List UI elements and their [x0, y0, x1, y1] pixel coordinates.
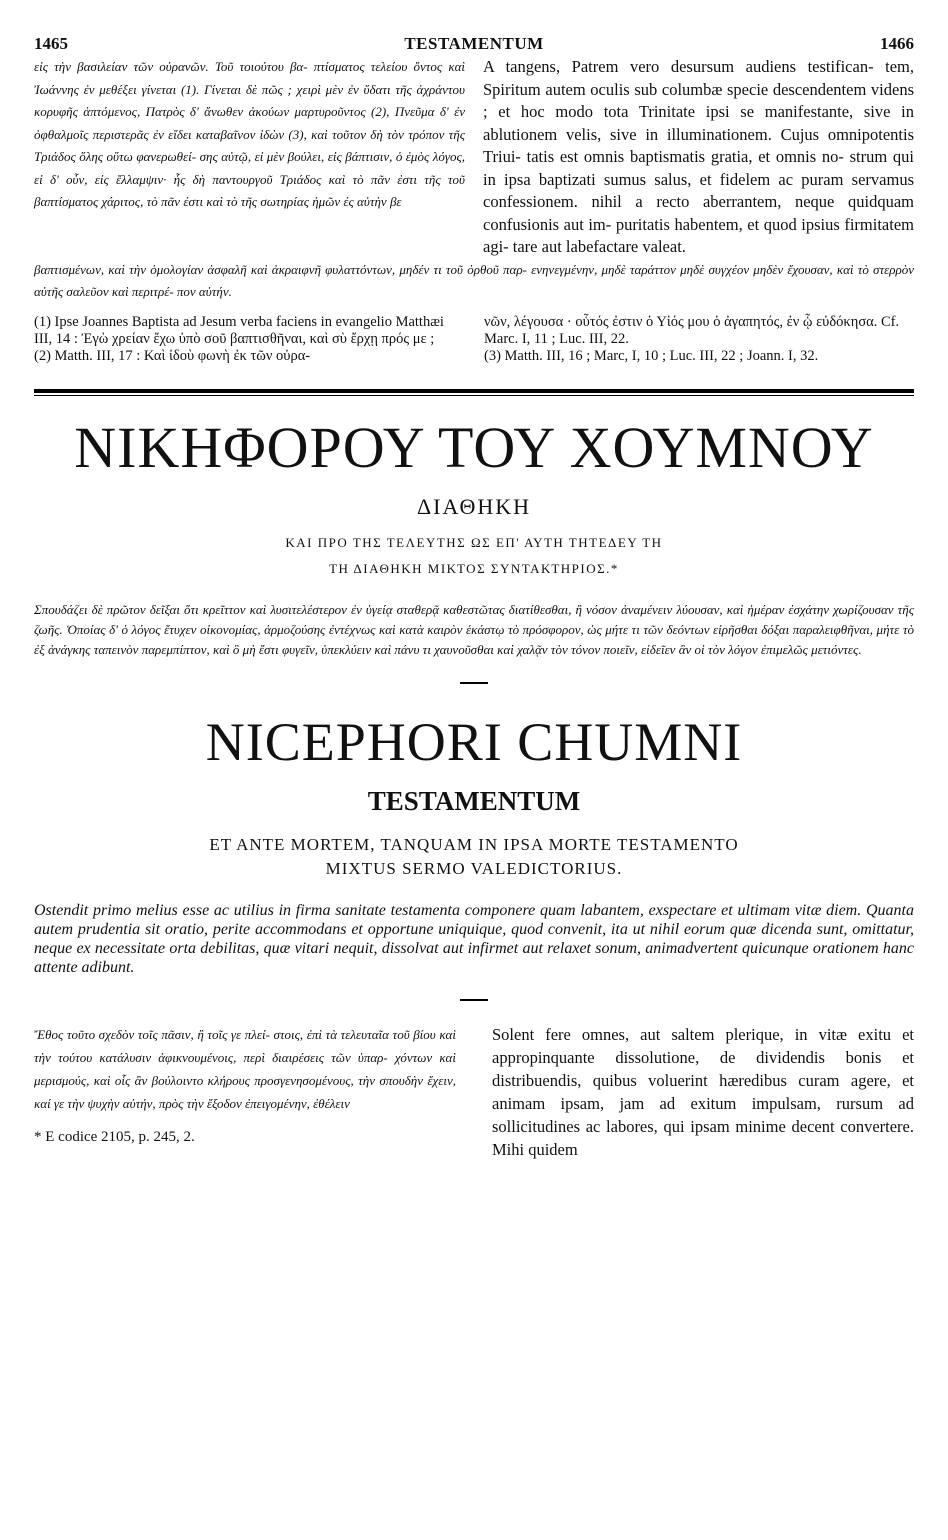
- separator-dash: [460, 682, 488, 684]
- top-greek-full-width: βαπτισμένων, καὶ τὴν ὁμολογίαν ἀσφαλῆ καὶ ἀκραιφνῆ φυλαττόντων, μηδέν τι τοῦ ὀρθοῦ παρ- ενηνεγμένην, μηδὲ ταράττον μηδὲ συγχέον μηδὲν ἔχουσαν, καὶ τὸ στερρὸν αὐτῆς σαλεῦον καὶ περιτρέ- πον αὐτήν.: [34, 261, 914, 299]
- greek-subtitle-line-2: ΤΗ ΔΙΑΘΗΚΗ ΜΙΚΤΟΣ ΣΥΝΤΑΚΤΗΡΙΟΣ.*: [329, 560, 619, 576]
- section-rule: [34, 389, 914, 396]
- running-header: [34, 34, 914, 56]
- latin-subtitle: TESTAMENTUM: [367, 785, 581, 816]
- top-latin-text: tangens, Patrem vero desursum audiens testifican- tem, Spiritum autem oculis sub columbæ specie descendentem videns ; et hoc modo tota Trinitate ipsi se manifestante, sive in ablutionem velis, sive in illuminationem. Cujus omnipotentis Triui- tatis est omnis baptismatis gratia, et omnis no- strum qui in ipsa baptizati sumus salus, et fidelem ac puram servamus confessionem. nihil a recto aberrantem, neque quidquam confusionis aut im- puritatis habentem, et quod ipsius firmitatem agi- tare aut labefactare valeat.: [483, 57, 914, 256]
- right-page-number: 1466: [880, 34, 914, 53]
- footnotes-right: [484, 314, 914, 365]
- top-greek-column: εἰς τὴν βασιλείαν τῶν οὐρανῶν. Τοῦ τοιούτου βα- πτίσματος τελείου ὄντος καὶ Ἰωάννης ἐν μεθέξει γίνεται (1). Γίνεται δὲ πῶς ; χειρὶ μὲν ἐν ὕδατι τῆς ἀχράντου κορυφῆς ἁπτόμενος, Πατρὸς δ' ἄνωθεν ἀκούων μαρτυροῦντος (2), Πνεῦμα δ' ἐν ὀφθαλμοῖς περιστερᾶς ἐν εἴδει καταβαῖνον ἰδὼν (3), καὶ τοῦτον δὴ τὸν τρόπον τῆς Τριάδος ὅλης οὕτω φανερωθεί- σης αὐτῷ, εἰ μὲν βούλει, εἰς βάπτισιν, ὁ ἐμὸς λόγος, εἰ δ' οὖν, εἰς ἔλλαμψιν· ἧς δὴ παντουργοῦ Τριάδος καὶ τὸ πᾶν ἐστι τῆς τοῦ βαπτίσματος χάριτος, τὸ πᾶν ἐστι καὶ τὸ τῆς σωτηρίας ἡμῶν ἐς αὐτὴν βε: [34, 59, 465, 209]
- top-latin-column: [483, 56, 914, 259]
- greek-main-title: ΝΙΚΗΦΟΡΟΥ ΤΟΥ ΧΟΥΜΝΟΥ: [74, 414, 874, 480]
- column-marker: A: [483, 57, 495, 76]
- greek-subtitle: ΔΙΑΘΗΚΗ: [416, 493, 531, 519]
- greek-subtitle-lines: [34, 530, 914, 582]
- bottom-greek-column: [34, 1023, 456, 1161]
- running-title: TESTAMENTUM: [404, 34, 544, 53]
- latin-summary-paragraph: Ostendit primo melius esse ac utilius in firma sanitate testamenta componere quam labantem, exspectare et ultimam vitæ diem. Quanta autem prudentia sit oratio, perite accommodans et opportune uniquique, quod convenit, ita ut nihil eorum quæ dicenda sunt, omittatur, neque ex necessitate orta debilitas, quæ vitari nequit, dissolvat aut infirmet aut relaxet sonum, animadvertent quicunque orationem hanc attente adibunt.: [34, 901, 914, 976]
- footnotes: [34, 314, 914, 365]
- separator-dash-2: [460, 999, 488, 1001]
- footnote-1: (1) Ipse Joannes Baptista ad Jesum verba faciens in evangelio Matthæi III, 14 : Ἐγὼ χρείαν ἔχω ὑπὸ σοῦ βαπτισθῆναι, καὶ σὺ ἔρχῃ πρός με ;: [34, 313, 444, 347]
- bottom-greek-text: Ἔθος τοῦτο σχεδὸν τοῖς πᾶσιν, ἢ τοῖς γε πλεί- στοις, ἐπὶ τὰ τελευταῖα τοῦ βίου καὶ τὴν τούτου κατάλυσιν ἀφικνουμένοις, περὶ διαιρέσεις τῶν ὑπαρ- χόντων καὶ μερισμούς, καὶ οἷς ἂν βούλοιντο κλήρους προσγενησομένους, τὴν σπουδὴν ἔχειν, καί γε τὴν ψυχὴν αὐτήν, πρὸς τὴν ἔξοδον ἐπειγομένην, ἐθέλειν: [34, 1026, 456, 1111]
- left-page-number: 1465: [34, 34, 68, 53]
- bottom-two-columns: [34, 1023, 914, 1161]
- footnotes-left: [34, 314, 464, 365]
- latin-subtitle-line-1: ET ANTE MORTEM, TANQUAM IN IPSA MORTE TESTAMENTO: [209, 834, 739, 854]
- top-two-columns: [34, 56, 914, 259]
- bottom-latin-column: Solent fere omnes, aut saltem plerique, in vitæ exitu et appropinquante dissolutione, de dividendis bonis et distribuendis, quibus voluerint hæredibus curam agere, et animam ipsam, jam ad exitum impulsam, rursum ad sollicitudines ac labores, qui ipsam minime decent convertere. Mihi quidem: [492, 1024, 914, 1159]
- footnote-3: (3) Matth. III, 16 ; Marc, I, 10 ; Luc. III, 22 ; Joann. I, 32.: [484, 347, 819, 364]
- greek-summary-paragraph: Σπουδάζει δὲ πρῶτον δεῖξαι ὅτι κρεῖττον καὶ λυσιτελέστερον ἐν ὑγείᾳ σταθερᾷ καθεστῶτας διατίθεσθαι, ἢ νόσον ἀναμένειν λύουσαν, καὶ ἡμέραν ἐσχάτην χωρίζουσαν τῆς ζωῆς. Ὁποίας δ' ὁ λόγος ἔτυχεν οἰκονομίας, ἁρμοζούσης ἐντέχνως καὶ κατὰ καιρὸν ἑκάστῳ τὸ πρόσφορον, ὡς μήτε τι τῶν δεόντων εἰρῆσθαι δόξαι παραλειφθῆναι, μήτε τὸ ἐξ ἀνάγκης ταπεινὸν παρεμπίπτον, καὶ ὃ μὴ ἔστι φυγεῖν, ὑπεκλύειν καὶ πάνυ τι χαυνοῦσθαι καὶ χαλᾷν τὸν τόνον ποιεῖν, εἰδεῖεν ἂν οἱ τὸν λόγον ἐπιμελῶς μετιόντες.: [34, 601, 914, 657]
- footnote-2: (2) Matth. III, 17 : Καὶ ἰδοὺ φωνὴ ἐκ τῶν οὐρα-: [34, 347, 311, 364]
- page: [34, 34, 914, 1161]
- source-footnote: * E codice 2105, p. 245, 2.: [34, 1128, 195, 1145]
- footnote-2-cont: νῶν, λέγουσα · οὗτός ἐστιν ὁ Υἱός μου ὁ ἀγαπητός, ἐν ᾧ εὐδόκησα. Cf. Marc. I, 11 ; Luc. III, 22.: [484, 313, 900, 347]
- greek-subtitle-line-1: ΚΑΙ ΠΡΟ ΤΗΣ ΤΕΛΕΥΤΗΣ ΩΣ ΕΠ' ΑΥΤΗ ΤΗΤΕΔΕΥ ΤΗ: [285, 534, 663, 550]
- latin-main-title: NICEPHORI CHUMNI: [205, 711, 743, 772]
- latin-subtitle-lines: [34, 833, 914, 881]
- latin-subtitle-line-2: MIXTUS SERMO VALEDICTORIUS.: [325, 858, 623, 878]
